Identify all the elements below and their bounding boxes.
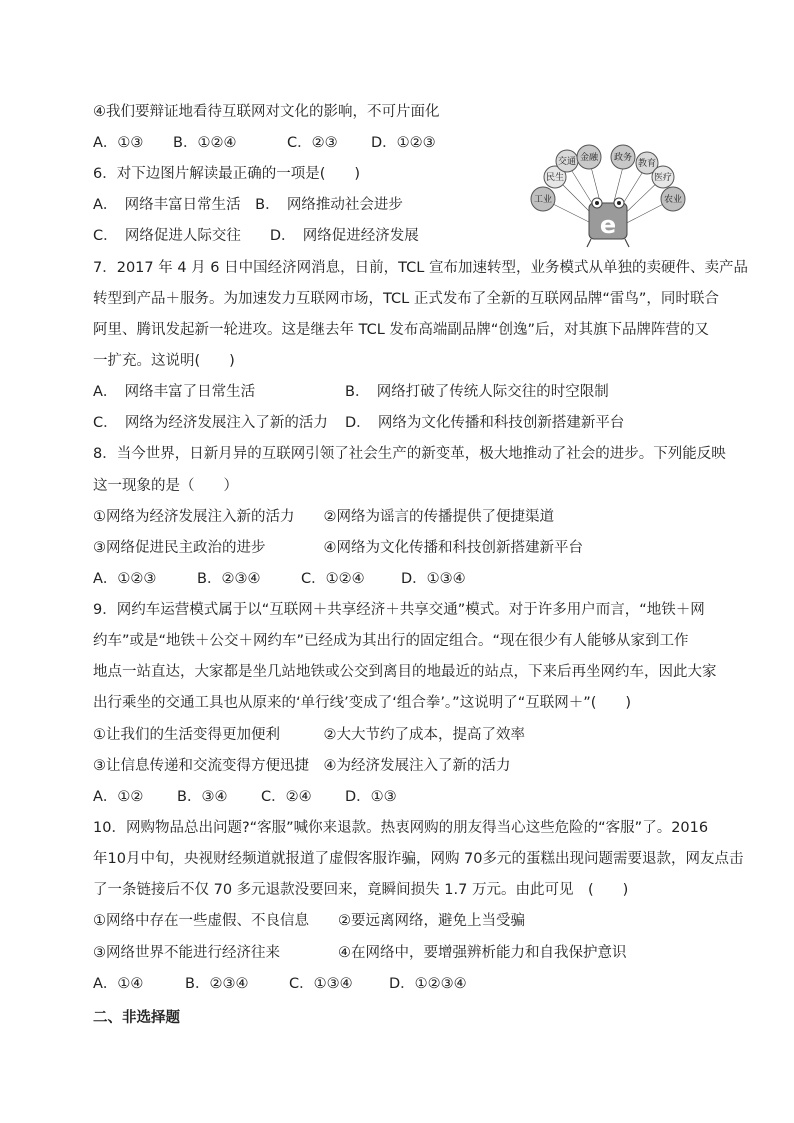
q10-statements-2: ③网络世界不能进行经济往来 ④在网络中，要增强辨析能力和自我保护意识 [93,945,627,961]
balloon-label: 交通 [557,157,577,167]
q10-line-1: 10．网购物品总出问题?“客服”喊你来退款。热衷网购的朋友得当心这些危险的“客服”了。2016 [93,820,709,836]
q8-options [93,569,466,589]
q6-options-ab: A． 网络丰富日常生活 B． 网络推动社会进步 [93,197,403,213]
q8-line-2: 这一现象的是（ ） [93,478,238,494]
q7-option-b: B． 网络打破了传统人际交往的时空限制 [345,384,609,400]
q5-option-a: A．①③ [93,135,144,151]
balloon-label: 医疗 [653,173,673,183]
q9-option-a: A．①② [93,789,144,805]
q8-option-c: C．①②④ [301,571,365,587]
q7-line-2: 转型到产品＋服务。为加速发力互联网市场，TCL 正式发布了全新的互联网品牌“雷鸟”，同时联合 [93,291,719,307]
q5-statement-4: ④我们要辩证地看待互联网对文化的影响，不可片面化 [93,104,440,120]
internet-logo-icon [587,198,629,247]
balloon-label: 工业 [533,195,553,205]
q10-line-2: 年10月中旬，央视财经频道就报道了虚假客服诈骗，网购 70多元的蛋糕出现问题需要退款，网友点击 [93,851,744,867]
q9-line-3: 地点一站直达，大家都是坐几站地铁或公交到离目的地最近的站点，下来后再坐网约车，因此大家 [93,664,717,680]
q8-statements-1: ①网络为经济发展注入新的活力 ②网络为谣言的传播提供了便捷渠道 [93,509,554,525]
balloon-label: 金融 [579,153,599,163]
q7-option-a: A． 网络丰富了日常生活 [93,384,256,400]
q9-option-b: B．③④ [177,789,228,805]
q10-option-d: D．①②③④ [389,976,467,992]
q9-option-c: C．②④ [261,789,312,805]
q8-line-1: 8．当今世界，日新月异的互联网引领了社会生产的新变革，极大地推动了社会的进步。下列能反映 [93,446,726,462]
q10-options [93,974,467,994]
q10-option-c: C．①③④ [289,976,353,992]
q7-option-d: D． 网络为文化传播和科技创新搭建新平台 [345,415,625,431]
q9-options [93,787,397,807]
q5-option-c: C．②③ [287,135,338,151]
q9-line-4: 出行乘坐的交通工具也从原来的‘单行线’变成了‘组合拳’。”这说明了“互联网＋”( ) [93,695,632,711]
q7-line-4: 一扩充。这说明( ) [93,353,235,369]
q7-line-3: 阿里、腾讯发起新一轮进攻。这是继去年 TCL 发布高端副品牌“创逸”后，对其旗下品牌阵营的又 [93,322,709,338]
q9-statements-2: ③让信息传递和交流变得方便迅捷 ④为经济发展注入了新的活力 [93,758,511,774]
q9-option-d: D．①③ [345,789,397,805]
q5-option-d: D．①②③ [371,135,436,151]
q5-options [93,133,436,153]
balloon-label: 政务 [613,153,633,163]
q7-line-1: 7．2017 年 4 月 6 日中国经济网消息，日前，TCL 宣布加速转型，业务模式从单独的卖硬件、卖产品 [93,260,748,276]
q5-option-b: B．①②④ [173,135,237,151]
q8-option-d: D．①③④ [401,571,466,587]
q9-line-2: 约车”或是“地铁＋公交＋网约车”已经成为其出行的固定组合。“现在很少有人能够从家到工作 [93,633,689,649]
internet-plus-illustration [527,143,689,251]
q9-statements-1: ①让我们的生活变得更加便利 ②大大节约了成本，提高了效率 [93,727,525,743]
q8-option-b: B．②③④ [197,571,261,587]
q10-statements-1: ①网络中存在一些虚假、不良信息 ②要远离网络，避免上当受骗 [93,913,525,929]
section-heading: 二、非选择题 [93,1010,180,1026]
balloon-label: 民生 [545,173,565,183]
q8-option-a: A．①②③ [93,571,157,587]
q6-options-cd: C． 网络促进人际交往 D． 网络促进经济发展 [93,228,419,244]
q8-statements-2: ③网络促进民主政治的进步 ④网络为文化传播和科技创新搭建新平台 [93,540,583,556]
q10-line-3: 了一条链接后不仅 70 多元退款没要回来，竟瞬间损失 1.7 万元。由此可见 ( ) [93,882,629,898]
logo-letter: e [599,211,617,239]
q10-option-a: A．①④ [93,976,144,992]
balloon-label: 教育 [637,159,657,169]
q9-line-1: 9．网约车运营模式属于以“互联网＋共享经济＋共享交通”模式。对于许多用户而言，“地铁＋网 [93,602,705,618]
balloon-label: 农业 [663,195,683,205]
q10-option-b: B．②③④ [185,976,249,992]
q7-option-c: C． 网络为经济发展注入了新的活力 [93,415,328,431]
q6-question: 6．对下边图片解读最正确的一项是( ) [93,166,361,182]
